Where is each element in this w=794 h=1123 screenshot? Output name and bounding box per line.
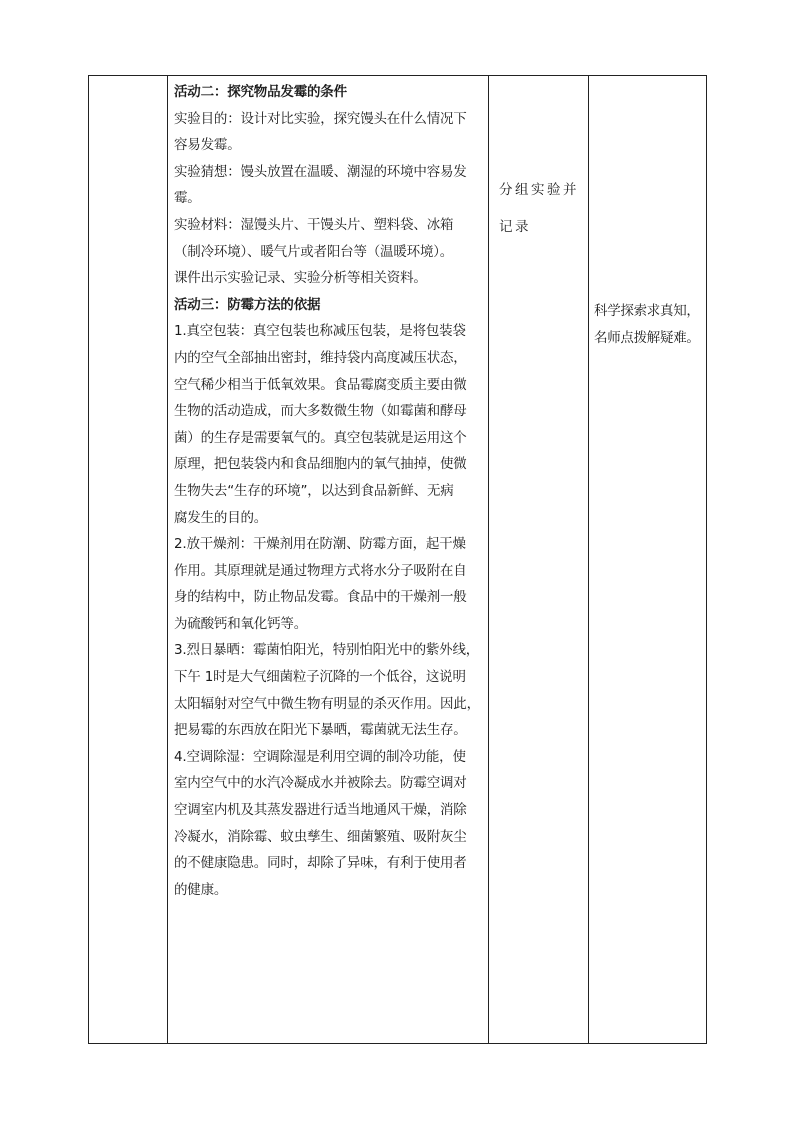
design-intent-column (589, 76, 706, 1043)
content-line: 空调室内机及其蒸发器进行适当地通风干燥，消除 (174, 802, 467, 819)
content-line: 把易霉的东西放在阳光下暴晒，霉菌就无法生存。 (174, 722, 467, 739)
content-line: 生物的活动造成，而大多数微生物（如霉菌和酵母 (174, 403, 467, 420)
student-line: 分组实验并 (499, 182, 579, 198)
content-line: 冷凝水，消除霉、蚊虫孳生、细菌繁殖、吸附灰尘 (174, 828, 467, 845)
content-line: 的健康。 (174, 881, 228, 898)
content-line: 1.真空包装：真空包装也称减压包装，是将包装袋 (174, 323, 466, 340)
content-line: 太阳辐射对空气中微生物有明显的杀灭作用。因此， (174, 695, 480, 712)
content-line: 霉。 (174, 190, 201, 207)
teacher-activity-column (168, 76, 489, 1043)
lesson-plan-table (88, 75, 707, 1044)
content-line: （制冷环境）、暖气片或者阳台等（温暖环境）。 (174, 243, 454, 260)
content-line: 下午 1时是大气细菌粒子沉降的一个低谷，这说明 (174, 669, 466, 686)
content-line: 为硫酸钙和氧化钙等。 (174, 615, 307, 632)
student-line: 记录 (499, 219, 531, 235)
content-line: 课件出示实验记录、实验分析等相关资料。 (174, 270, 427, 287)
content-line: 活动三：防霉方法的依据 (174, 296, 321, 313)
content-line: 腐发生的目的。 (174, 509, 268, 526)
student-activity (499, 172, 583, 246)
content-line: 实验猜想：馒头放置在温暖、潮湿的环境中容易发 (174, 163, 467, 180)
content-line: 室内空气中的水汽冷凝成水并被除去。防霉空调对 (174, 775, 467, 792)
content-line: 空气稀少相当于低氧效果。食品霉腐变质主要由微 (174, 376, 467, 393)
content-line: 3.烈日暴晒：霉菌怕阳光，特别怕阳光中的紫外线， (174, 642, 480, 659)
content-line: 的不健康隐患。同时，却除了异味，有利于使用者 (174, 855, 467, 872)
content-line: 菌）的生存是需要氧气的。真空包装就是运用这个 (174, 429, 467, 446)
content-line: 实验目的：设计对比实验，探究馒头在什么情况下 (174, 110, 467, 127)
activity-content (174, 79, 485, 903)
content-line: 2.放干燥剂：干燥剂用在防潮、防霉方面，起干燥 (174, 536, 466, 553)
intent-line: 名师点拨解疑难。 (594, 330, 700, 346)
content-line: 4.空调除湿：空调除湿是利用空调的制冷功能，使 (174, 748, 466, 765)
design-intent (594, 298, 706, 352)
content-line: 内的空气全部抽出密封，维持袋内高度减压状态， (174, 349, 467, 366)
student-activity-column (489, 76, 589, 1043)
content-line: 实验材料：湿馒头片、干馒头片、塑料袋、冰箱 (174, 216, 454, 233)
content-line: 生物失去“生存的环境”，以达到食品新鲜、无病 (174, 482, 454, 499)
content-line: 身的结构中，防止物品发霉。食品中的干燥剂一般 (174, 589, 467, 606)
intent-line: 科学探索求真知， (594, 303, 700, 319)
content-line: 容易发霉。 (174, 137, 241, 154)
content-line: 活动二：探究物品发霉的条件 (174, 84, 347, 100)
stage-column (89, 76, 168, 1043)
content-line: 原理，把包装袋内和食品细胞内的氧气抽掉，使微 (174, 456, 467, 473)
content-line: 作用。其原理就是通过物理方式将水分子吸附在自 (174, 562, 467, 579)
